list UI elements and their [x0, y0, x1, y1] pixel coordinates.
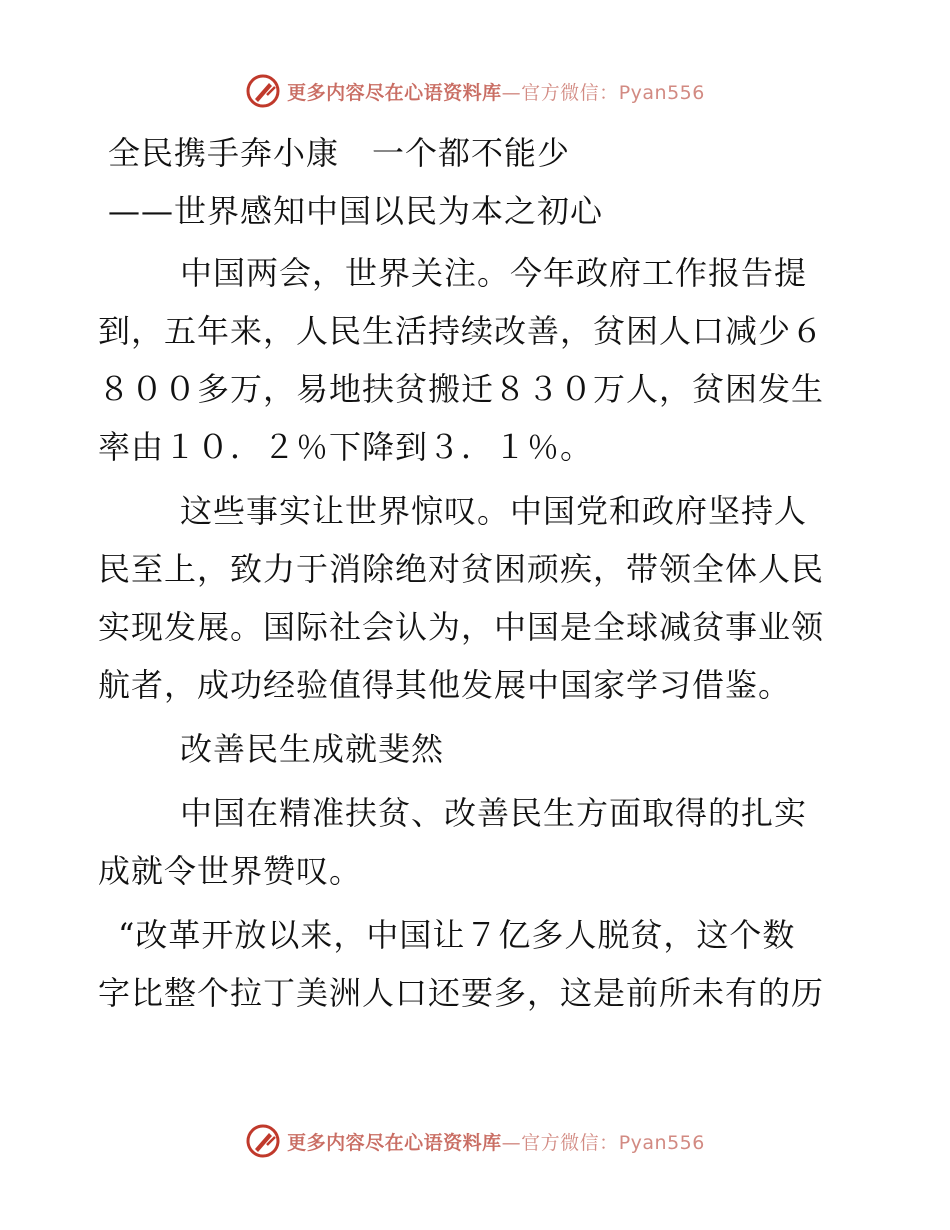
paragraph-line: 民至上，致力于消除绝对贫困顽疾，带领全体人民 [98, 550, 825, 588]
paragraph-line: 到，五年来，人民生活持续改善，贫困人口减少６ [98, 312, 825, 350]
paragraph-line: “改革开放以来，中国让７亿多人脱贫，这个数 [118, 916, 796, 954]
banner-separator: — [501, 81, 522, 104]
header-banner [0, 70, 950, 112]
banner-content [245, 1123, 705, 1159]
paragraph-line: 航者，成功经验值得其他发展中国家学习借鉴。 [98, 666, 792, 704]
paragraph-1 [98, 244, 858, 476]
banner-separator: — [501, 1131, 522, 1154]
paragraph-line: 这些事实让世界惊叹。中国党和政府坚持人 [180, 492, 808, 530]
paragraph-line: 成就令世界赞叹。 [98, 852, 363, 890]
banner-wechat-label: 官方微信： [521, 81, 619, 104]
paragraph-2 [98, 482, 858, 714]
quill-seal-icon [245, 73, 281, 109]
footer-banner [0, 1120, 950, 1162]
banner-text [287, 1128, 705, 1155]
banner-content [245, 73, 705, 109]
paragraph-line: 中国两会，世界关注。今年政府工作报告提 [180, 254, 808, 292]
banner-site: 更多内容尽在心语资料库 [287, 81, 502, 104]
paragraph-line: ８００多万，易地扶贫搬迁８３０万人，贫困发生 [98, 370, 825, 408]
article-title: 全民携手奔小康 一个都不能少 [108, 134, 571, 172]
banner-wechat-id: Pyan556 [618, 1131, 705, 1154]
article-subtitle: ——世界感知中国以民为本之初心 [108, 192, 604, 230]
paragraph-4 [98, 906, 858, 1022]
article-body [98, 124, 858, 1022]
paragraph-line: 实现发展。国际社会认为，中国是全球减贫事业领 [98, 608, 825, 646]
banner-wechat-id: Pyan556 [618, 81, 705, 104]
paragraph-line: 率由１０．２％下降到３．１％。 [98, 428, 594, 466]
banner-site: 更多内容尽在心语资料库 [287, 1131, 502, 1154]
banner-text [287, 78, 705, 105]
section-heading: 改善民生成就斐然 [180, 730, 445, 768]
paragraph-line: 中国在精准扶贫、改善民生方面取得的扎实 [180, 794, 808, 832]
banner-wechat-label: 官方微信： [521, 1131, 619, 1154]
paragraph-line: 字比整个拉丁美洲人口还要多，这是前所未有的历 [98, 974, 825, 1012]
paragraph-3 [98, 784, 858, 900]
quill-seal-icon [245, 1123, 281, 1159]
